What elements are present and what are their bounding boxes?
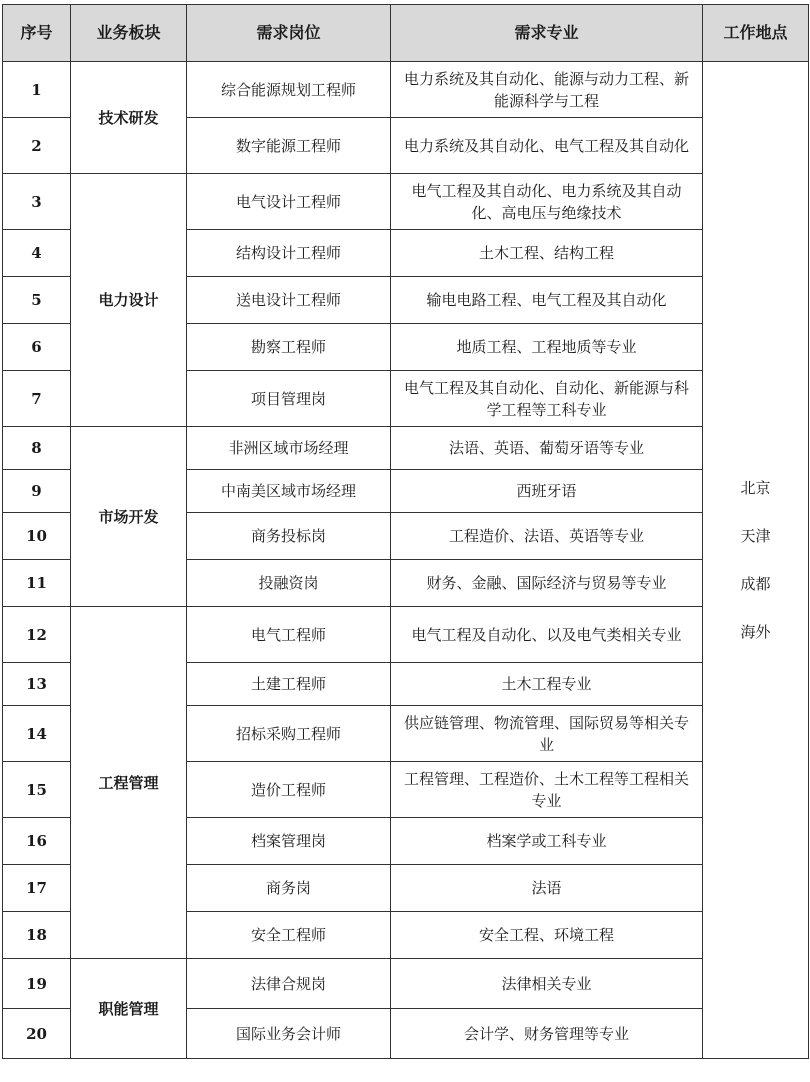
header-sector: 业务板块 [71, 5, 187, 62]
location-cell [703, 62, 809, 1059]
position-cell: 法律合规岗 [187, 959, 391, 1009]
major-cell: 输电电路工程、电气工程及其自动化 [391, 277, 703, 324]
major-cell: 电气工程及自动化、以及电气类相关专业 [391, 607, 703, 663]
row-number: 9 [3, 470, 71, 513]
position-cell: 勘察工程师 [187, 324, 391, 371]
table-row [3, 607, 809, 663]
row-number: 19 [3, 959, 71, 1009]
header-location: 工作地点 [703, 5, 809, 62]
position-cell: 安全工程师 [187, 912, 391, 959]
row-number: 13 [3, 663, 71, 706]
major-cell: 土木工程专业 [391, 663, 703, 706]
position-cell: 中南美区域市场经理 [187, 470, 391, 513]
major-cell: 会计学、财务管理等专业 [391, 1009, 703, 1059]
row-number: 6 [3, 324, 71, 371]
row-number: 7 [3, 371, 71, 427]
row-number: 15 [3, 762, 71, 818]
row-number: 17 [3, 865, 71, 912]
major-cell: 财务、金融、国际经济与贸易等专业 [391, 560, 703, 607]
position-cell: 综合能源规划工程师 [187, 62, 391, 118]
major-cell: 档案学或工科专业 [391, 818, 703, 865]
position-cell: 招标采购工程师 [187, 706, 391, 762]
row-number: 8 [3, 427, 71, 470]
row-number: 2 [3, 118, 71, 174]
sector-cell: 技术研发 [71, 62, 187, 174]
major-cell: 法律相关专业 [391, 959, 703, 1009]
header-position: 需求岗位 [187, 5, 391, 62]
position-cell: 送电设计工程师 [187, 277, 391, 324]
row-number: 1 [3, 62, 71, 118]
major-cell: 电气工程及其自动化、电力系统及其自动化、高电压与绝缘技术 [391, 174, 703, 230]
position-cell: 结构设计工程师 [187, 230, 391, 277]
position-cell: 数字能源工程师 [187, 118, 391, 174]
sector-cell: 职能管理 [71, 959, 187, 1059]
major-cell: 工程造价、法语、英语等专业 [391, 513, 703, 560]
table-row [3, 174, 809, 230]
row-number: 18 [3, 912, 71, 959]
sector-cell: 市场开发 [71, 427, 187, 607]
row-number: 10 [3, 513, 71, 560]
major-cell: 土木工程、结构工程 [391, 230, 703, 277]
position-cell: 商务岗 [187, 865, 391, 912]
major-cell: 法语、英语、葡萄牙语等专业 [391, 427, 703, 470]
position-cell: 投融资岗 [187, 560, 391, 607]
sector-cell: 工程管理 [71, 607, 187, 959]
row-number: 4 [3, 230, 71, 277]
major-cell: 法语 [391, 865, 703, 912]
location-city: 成都 [740, 575, 771, 593]
position-cell: 电气设计工程师 [187, 174, 391, 230]
location-city: 天津 [740, 527, 771, 545]
position-cell: 档案管理岗 [187, 818, 391, 865]
major-cell: 电力系统及其自动化、电气工程及其自动化 [391, 118, 703, 174]
row-number: 14 [3, 706, 71, 762]
sector-cell: 电力设计 [71, 174, 187, 427]
major-cell: 西班牙语 [391, 470, 703, 513]
major-cell: 地质工程、工程地质等专业 [391, 324, 703, 371]
table-row [3, 62, 809, 118]
major-cell: 供应链管理、物流管理、国际贸易等相关专业 [391, 706, 703, 762]
position-cell: 项目管理岗 [187, 371, 391, 427]
row-number: 12 [3, 607, 71, 663]
position-cell: 国际业务会计师 [187, 1009, 391, 1059]
row-number: 16 [3, 818, 71, 865]
position-cell: 造价工程师 [187, 762, 391, 818]
major-cell: 电气工程及其自动化、自动化、新能源与科学工程等工科专业 [391, 371, 703, 427]
row-number: 5 [3, 277, 71, 324]
major-cell: 工程管理、工程造价、土木工程等工程相关专业 [391, 762, 703, 818]
location-city: 海外 [740, 623, 771, 641]
major-cell: 安全工程、环境工程 [391, 912, 703, 959]
position-cell: 商务投标岗 [187, 513, 391, 560]
location-city: 北京 [740, 479, 771, 497]
table-row [3, 959, 809, 1009]
row-number: 20 [3, 1009, 71, 1059]
major-cell: 电力系统及其自动化、能源与动力工程、新能源科学与工程 [391, 62, 703, 118]
header-row [3, 5, 809, 62]
table-row [3, 427, 809, 470]
header-no: 序号 [3, 5, 71, 62]
position-cell: 非洲区域市场经理 [187, 427, 391, 470]
recruitment-table [2, 4, 809, 1059]
position-cell: 电气工程师 [187, 607, 391, 663]
header-major: 需求专业 [391, 5, 703, 62]
position-cell: 土建工程师 [187, 663, 391, 706]
row-number: 3 [3, 174, 71, 230]
row-number: 11 [3, 560, 71, 607]
